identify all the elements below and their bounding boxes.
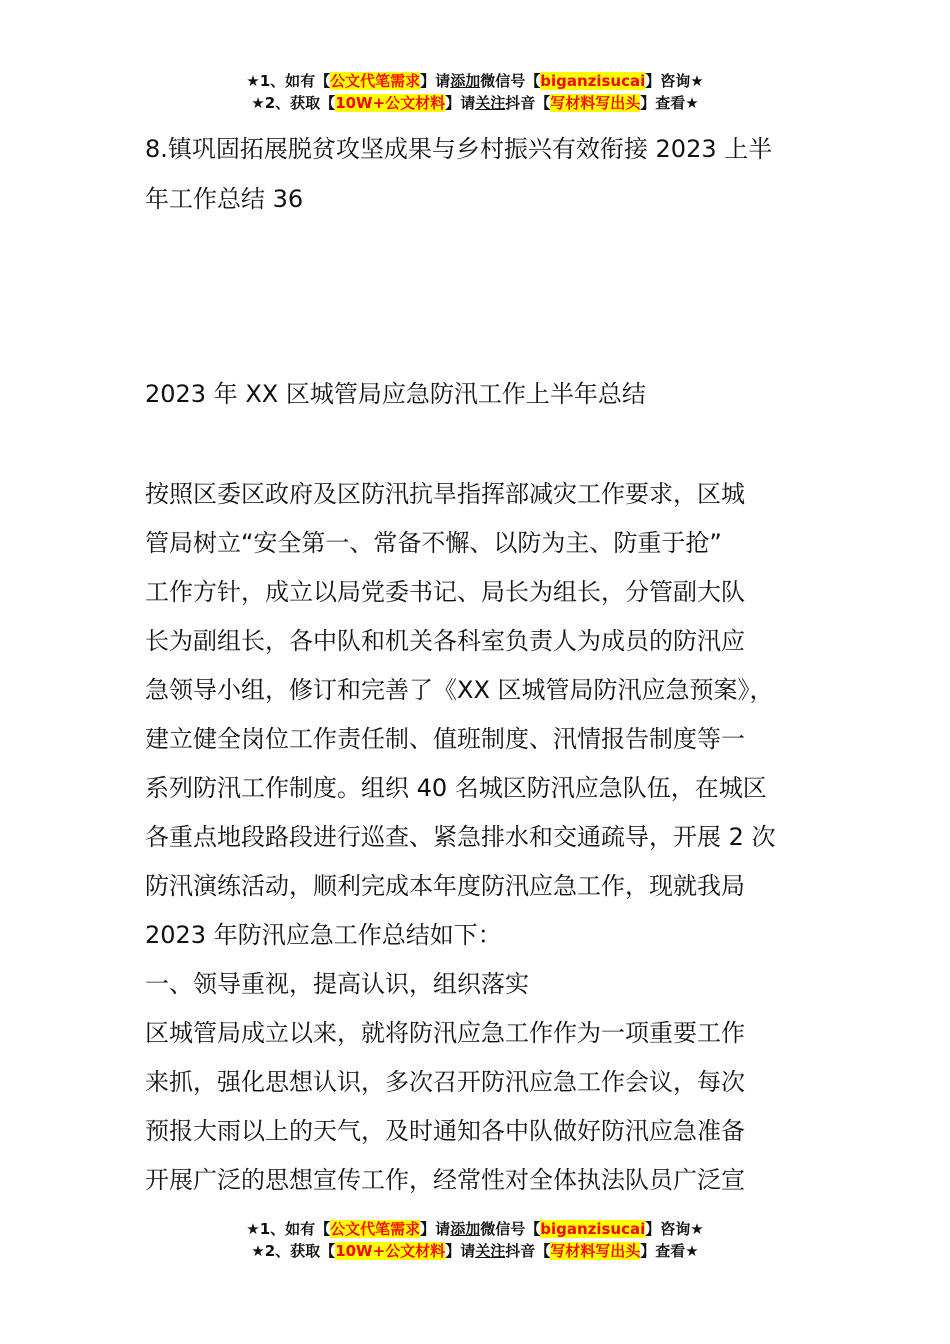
text-line: 来抓，强化思想认识，多次召开防汛应急工作会议，每次	[145, 1068, 745, 1096]
footer-banner	[0, 1218, 950, 1262]
text-line: 区城管局成立以来，就将防汛应急工作作为一项重要工作	[145, 1019, 745, 1047]
toc-line: 8.镇巩固拓展脱贫攻坚成果与乡村振兴有效衔接 2023 上半	[145, 135, 773, 163]
toc-line: 年工作总结 36	[145, 185, 304, 213]
banner-tag-douyin: 写材料写出头	[550, 1242, 641, 1260]
text-line: 开展广泛的思想宣传工作，经常性对全体执法队员广泛宣	[145, 1166, 745, 1194]
banner-tag-ghostwriting: 公文代笔需求	[330, 1220, 421, 1238]
text-line: 2023 年防汛应急工作总结如下：	[145, 921, 502, 949]
text-line: 急领导小组，修订和完善了《XX 区城管局防汛应急预案》，	[145, 676, 774, 704]
banner-line-1: ★1、如有【公文代笔需求】请添加微信号【biganzisucai】咨询★	[246, 1220, 704, 1238]
banner-tag-ghostwriting: 公文代笔需求	[330, 72, 421, 90]
text-line: 建立健全岗位工作责任制、值班制度、汛情报告制度等一	[145, 725, 745, 753]
banner-tag-wechat-id: biganzisucai	[540, 72, 646, 90]
text-line: 防汛演练活动，顺利完成本年度防汛应急工作，现就我局	[145, 872, 745, 900]
banner-tag-materials: 10W+公文材料	[335, 1242, 446, 1260]
text-line: 工作方针，成立以局党委书记、局长为组长，分管副大队	[145, 578, 745, 606]
section-heading: 一、领导重视，提高认识，组织落实	[145, 970, 529, 998]
text-line: 管局树立“安全第一、常备不懈、以防为主、防重于抢”	[145, 529, 722, 557]
banner-line-1: ★1、如有【公文代笔需求】请添加微信号【biganzisucai】咨询★	[246, 72, 704, 90]
body-paragraph	[145, 470, 825, 1205]
text-line: 长为副组长，各中队和机关各科室负责人为成员的防汛应	[145, 627, 745, 655]
banner-line-2: ★2、获取【10W+公文材料】请关注抖音【写材料写出头】查看★	[251, 94, 699, 112]
document-title: 2023 年 XX 区城管局应急防汛工作上半年总结	[145, 380, 646, 408]
toc-entry	[145, 124, 825, 224]
text-line: 各重点地段路段进行巡查、紧急排水和交通疏导，开展 2 次	[145, 823, 776, 851]
header-banner	[0, 70, 950, 114]
banner-tag-wechat-id: biganzisucai	[540, 1220, 646, 1238]
banner-tag-materials: 10W+公文材料	[335, 94, 446, 112]
banner-line-2: ★2、获取【10W+公文材料】请关注抖音【写材料写出头】查看★	[251, 1242, 699, 1260]
text-line: 按照区委区政府及区防汛抗旱指挥部减灾工作要求，区城	[145, 480, 745, 508]
text-line: 预报大雨以上的天气，及时通知各中队做好防汛应急准备	[145, 1117, 745, 1145]
banner-tag-douyin: 写材料写出头	[550, 94, 641, 112]
text-line: 系列防汛工作制度。组织 40 名城区防汛应急队伍，在城区	[145, 774, 767, 802]
